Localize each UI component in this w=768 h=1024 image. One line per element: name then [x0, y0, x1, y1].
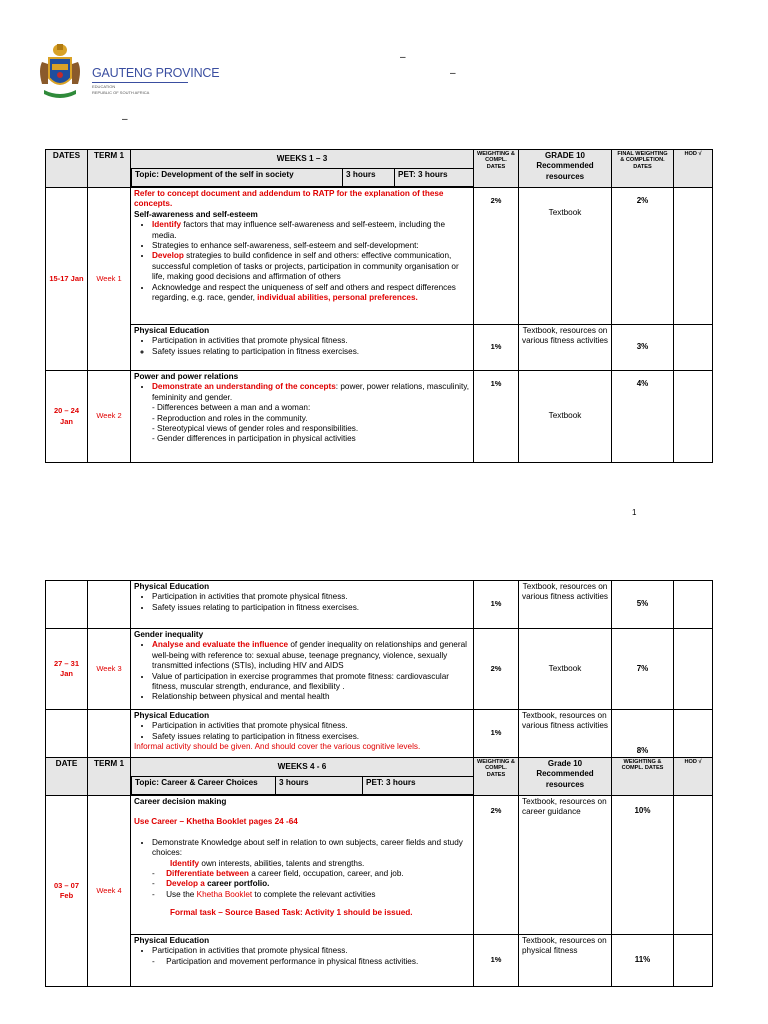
- dash-item: - Develop a career portfolio.: [152, 879, 270, 889]
- hours-label: 3 hours: [276, 777, 363, 795]
- dash-item: - Differentiate between a career field, occupation, career, and job.: [152, 869, 404, 879]
- dates-cell: 20 – 24 Jan: [46, 371, 88, 463]
- weighting-cell: 2%: [474, 629, 519, 710]
- weighting-cell: 2%: [474, 188, 519, 325]
- stray-mark: –: [450, 68, 456, 79]
- bullet-item: • Value of participation in exercise programmes that promote fitness: cardiovascular fitness, muscular strength, endurance, and flexibility .: [152, 672, 470, 693]
- dash-item: - Participation and movement performance in physical fitness activities.: [152, 956, 419, 966]
- bullet-item: • Identify factors that may influence self-awareness and self-esteem, including the media.: [152, 220, 470, 241]
- coat-of-arms-icon: [34, 40, 86, 104]
- week-cell: Week 2: [88, 371, 131, 463]
- work-schedule-table-weeks-1-3: [45, 149, 713, 463]
- weighting-cell: 1%: [474, 935, 519, 987]
- final-weighting-cell: 8%: [612, 710, 674, 758]
- final-weighting-cell: 4%: [612, 371, 674, 463]
- bullet-item: • Participation in activities that promote physical fitness.: [152, 592, 470, 602]
- grade-header: Grade 10 Recommended resources: [519, 758, 612, 796]
- hours-label: 3 hours: [343, 169, 395, 187]
- bullet-item: • Analyse and evaluate the influence of gender inequality on relationships and general well-being with reference to: sexual abuse, teenage pregnancy, violence, sexually transmitted infections (STIs), including HIV and AIDS: [152, 640, 470, 671]
- bullet-item: • Demonstrate Knowledge about self in relation to own subjects, career fields and study choices:: [152, 838, 470, 859]
- dash-item: - Gender differences in participation in physical activities: [152, 434, 356, 444]
- weighting-cell: 1%: [474, 581, 519, 629]
- section-heading: Physical Education: [134, 936, 210, 945]
- hod-cell: [674, 371, 713, 463]
- topic-label: Topic: Development of the self in society: [132, 169, 343, 187]
- dash-item: - Stereotypical views of gender roles and responsibilities.: [152, 424, 359, 434]
- week-cell: Week 3: [88, 629, 131, 710]
- dates-header: DATES: [46, 150, 88, 188]
- weighting-cell: 1%: [474, 371, 519, 463]
- final-weighting-cell: 5%: [612, 581, 674, 629]
- dates-cell: 27 – 31 Jan: [46, 629, 88, 710]
- logo-divider: [92, 82, 188, 83]
- hod-cell: [674, 188, 713, 325]
- section-heading: Physical Education: [134, 582, 210, 591]
- term-header: TERM 1: [88, 150, 131, 188]
- stray-mark: –: [400, 52, 406, 63]
- final-weighting-cell: 10%: [612, 796, 674, 935]
- resource-cell: Textbook, resources on career guidance: [519, 796, 612, 935]
- hod-cell: [674, 935, 713, 987]
- final-weighting-header: FINAL WEIGHTING & COMPLETION. DATES: [612, 150, 674, 188]
- week-cell: [88, 710, 131, 758]
- content-cell: [131, 188, 474, 325]
- resource-cell: Textbook, resources on various fitness activities: [519, 581, 612, 629]
- content-cell: [131, 935, 474, 987]
- weighting-header-2: WEIGHTING & COMPL. DATES: [612, 758, 674, 796]
- week-cell: [88, 581, 131, 629]
- dates-cell: [46, 581, 88, 629]
- weighting-cell: 1%: [474, 325, 519, 371]
- topic-header-cell: [131, 150, 474, 188]
- topic-label: Topic: Career & Career Choices: [132, 777, 276, 795]
- content-cell: [131, 796, 474, 935]
- content-cell: [131, 371, 474, 463]
- bullet-item: • Strategies to enhance self-awareness, self-esteem and self-development:: [152, 241, 470, 251]
- bullet-item: • Relationship between physical and mental health: [152, 692, 470, 702]
- final-weighting-cell: 11%: [612, 935, 674, 987]
- section-heading: Self-awareness and self-esteem: [134, 209, 258, 219]
- hod-cell: [674, 581, 713, 629]
- gauteng-logo: [34, 40, 220, 110]
- date-header: DATE: [46, 758, 88, 796]
- section-heading: Power and power relations: [134, 372, 239, 381]
- logo-subtitle-education: EDUCATION: [92, 84, 116, 89]
- bullet-item: • Develop strategies to build confidence in self and others: effective communication, successful completion of tasks or projects, participation in community organisation or life, making good decisions and affirmation of others: [152, 251, 470, 282]
- dash-item: - Use the Khetha Booklet to complete the relevant activities: [152, 889, 376, 899]
- weeks-header: WEEKS 1 – 3: [276, 154, 328, 163]
- bullet-item: • Safety issues relating to participation in fitness exercises.: [152, 603, 470, 613]
- resource-cell: Textbook, resources on various fitness activities: [519, 325, 612, 371]
- content-cell: [131, 325, 474, 371]
- resource-cell: Textbook, resources on physical fitness: [519, 935, 612, 987]
- hod-cell: [674, 325, 713, 371]
- bullet-item: • Participation in activities that promote physical fitness.: [152, 946, 470, 956]
- logo-title: GAUTENG PROVINCE: [92, 66, 220, 80]
- final-weighting-cell: 3%: [612, 325, 674, 371]
- term-header: TERM 1: [88, 758, 131, 796]
- bullet-item: • Participation in activities that promote physical fitness.: [152, 721, 470, 731]
- pet-label: PET: 3 hours: [395, 169, 474, 187]
- dates-cell: 03 – 07 Feb: [46, 796, 88, 987]
- dash-item: - Reproduction and roles in the community.: [152, 413, 308, 423]
- pet-label: PET: 3 hours: [363, 777, 474, 795]
- section-heading: Physical Education: [134, 326, 210, 335]
- intro-note: Refer to concept document and addendum to RATP for the explanation of these concepts.: [134, 189, 444, 209]
- indented-item: Identify own interests, abilities, talents and strengths.: [170, 858, 365, 868]
- bullet-item: • Participation in activities that promote physical fitness.: [152, 336, 470, 346]
- topic-header-cell: [131, 758, 474, 796]
- dates-cell: 15-17 Jan: [46, 188, 88, 371]
- hod-header: HOD √: [674, 150, 713, 188]
- content-cell: [131, 629, 474, 710]
- content-cell: [131, 581, 474, 629]
- page-number: 1: [632, 508, 637, 517]
- week-cell: Week 1: [88, 188, 131, 371]
- dash-item: - Differences between a man and a woman:: [152, 403, 311, 413]
- weeks-header: WEEKS 4 - 6: [277, 762, 327, 771]
- weighting-header: WEIGHTING & COMPL. DATES: [474, 150, 519, 188]
- dates-cell: [46, 710, 88, 758]
- khetha-booklet-note: Use Career – Khetha Booklet pages 24 -64: [134, 817, 298, 827]
- hod-cell: [674, 710, 713, 758]
- grade-header: GRADE 10 Recommended resources: [519, 150, 612, 188]
- hod-cell: [674, 796, 713, 935]
- content-cell: [131, 710, 474, 758]
- logo-subtitle-country: REPUBLIC OF SOUTH AFRICA: [92, 90, 150, 95]
- resource-cell: Textbook: [519, 629, 612, 710]
- resource-cell: Textbook: [519, 371, 612, 463]
- bullet-item: • Acknowledge and respect the uniqueness of self and others and respect differences regarding, e.g. race, gender, individual abilities, personal preferences.: [152, 283, 470, 304]
- final-weighting-cell: 7%: [612, 629, 674, 710]
- informal-activity-note: Informal activity should be given. And should cover the various cognitive levels.: [134, 742, 421, 752]
- bullet-item: ◦ Safety issues relating to participation in fitness exercises.: [152, 347, 470, 357]
- week-cell: Week 4: [88, 796, 131, 987]
- final-weighting-cell: 2%: [612, 188, 674, 325]
- resource-cell: Textbook, resources on various fitness activities: [519, 710, 612, 758]
- weighting-header: WEIGHTING & COMPL. DATES: [474, 758, 519, 796]
- hod-header: HOD √: [674, 758, 713, 796]
- hod-cell: [674, 629, 713, 710]
- bullet-item: • Demonstrate an understanding of the concepts: power, power relations, masculinity, femininity and gender.: [152, 382, 470, 403]
- bullet-item: • Safety issues relating to participation in fitness exercises.: [152, 732, 470, 742]
- section-heading: Career decision making: [134, 797, 227, 806]
- section-heading: Physical Education: [134, 711, 210, 720]
- section-heading: Gender inequality: [134, 630, 204, 639]
- stray-mark: –: [122, 114, 128, 125]
- weighting-cell: 1%: [474, 710, 519, 758]
- weighting-cell: 2%: [474, 796, 519, 935]
- resource-cell: Textbook: [519, 188, 612, 325]
- formal-task-note: Formal task – Source Based Task: Activity 1 should be issued.: [170, 908, 413, 918]
- work-schedule-table-weeks-3-4: [45, 580, 713, 987]
